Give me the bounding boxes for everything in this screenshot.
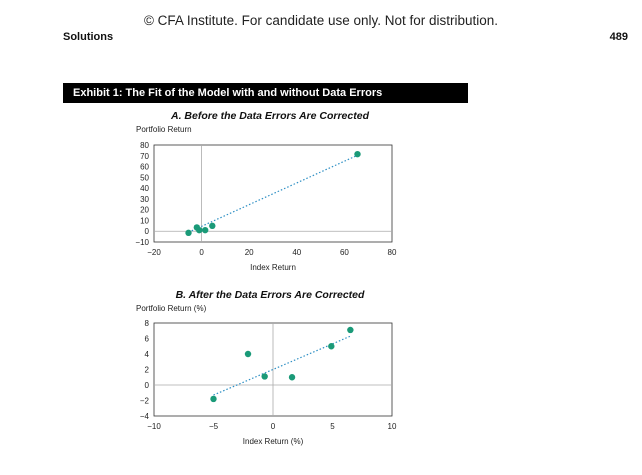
data-point bbox=[210, 396, 216, 402]
y-tick-label: 50 bbox=[140, 173, 149, 183]
x-tick-label: 10 bbox=[387, 422, 397, 431]
data-point bbox=[354, 151, 360, 157]
data-point bbox=[185, 230, 191, 236]
y-tick-label: −2 bbox=[139, 396, 149, 406]
y-tick-label: −10 bbox=[135, 238, 149, 247]
x-tick-label: 60 bbox=[339, 248, 349, 257]
x-tick-label: 0 bbox=[270, 422, 276, 431]
y-tick-label: 70 bbox=[140, 151, 149, 161]
y-tick-label: 10 bbox=[140, 216, 149, 226]
section-title: Solutions bbox=[63, 31, 114, 43]
data-point bbox=[328, 343, 334, 349]
data-point bbox=[196, 227, 202, 233]
data-point bbox=[289, 374, 295, 380]
data-point bbox=[245, 351, 251, 357]
y-tick-label: 20 bbox=[140, 205, 149, 215]
data-point bbox=[202, 227, 208, 233]
data-point bbox=[209, 223, 215, 229]
y-tick-label: 6 bbox=[144, 334, 149, 344]
y-tick-label: 8 bbox=[144, 319, 149, 328]
trend-line bbox=[189, 155, 358, 232]
y-tick-label: 2 bbox=[144, 365, 149, 375]
x-tick-label: 40 bbox=[292, 248, 302, 257]
chart-title: A. Before the Data Errors Are Corrected bbox=[170, 110, 370, 122]
x-tick-label: 5 bbox=[330, 422, 335, 431]
exhibit-title-bar: Exhibit 1: The Fit of the Model with and without Data Errors bbox=[63, 83, 468, 103]
y-tick-label: 40 bbox=[140, 184, 149, 194]
x-tick-label: −10 bbox=[147, 422, 161, 431]
y-tick-label: 4 bbox=[144, 350, 149, 359]
data-point bbox=[261, 373, 267, 379]
x-tick-label: 0 bbox=[199, 248, 204, 257]
y-tick-label: 80 bbox=[140, 141, 149, 150]
x-tick-label: −5 bbox=[208, 422, 219, 431]
y-tick-label: 0 bbox=[144, 381, 149, 390]
y-tick-label: 30 bbox=[140, 194, 149, 204]
chart-b bbox=[0, 285, 642, 455]
y-tick-label: −4 bbox=[139, 412, 149, 421]
x-tick-label: −20 bbox=[147, 248, 161, 257]
x-tick-label: 20 bbox=[244, 248, 254, 257]
copyright-notice: © CFA Institute. For candidate use only. Not for distribution. bbox=[143, 13, 499, 28]
y-axis-label: Portfolio Return bbox=[136, 125, 192, 134]
y-tick-label: 0 bbox=[144, 227, 149, 237]
x-axis-label: Index Return bbox=[250, 263, 296, 272]
page-number: 489 bbox=[609, 31, 628, 43]
y-axis-label: Portfolio Return (%) bbox=[136, 304, 207, 313]
y-tick-label: 60 bbox=[140, 162, 149, 172]
chart-title: B. After the Data Errors Are Corrected bbox=[175, 289, 365, 301]
data-point bbox=[347, 327, 353, 333]
chart-a bbox=[0, 105, 642, 275]
plot-frame bbox=[154, 145, 392, 242]
x-tick-label: 80 bbox=[387, 248, 397, 257]
x-axis-label: Index Return (%) bbox=[242, 437, 304, 446]
